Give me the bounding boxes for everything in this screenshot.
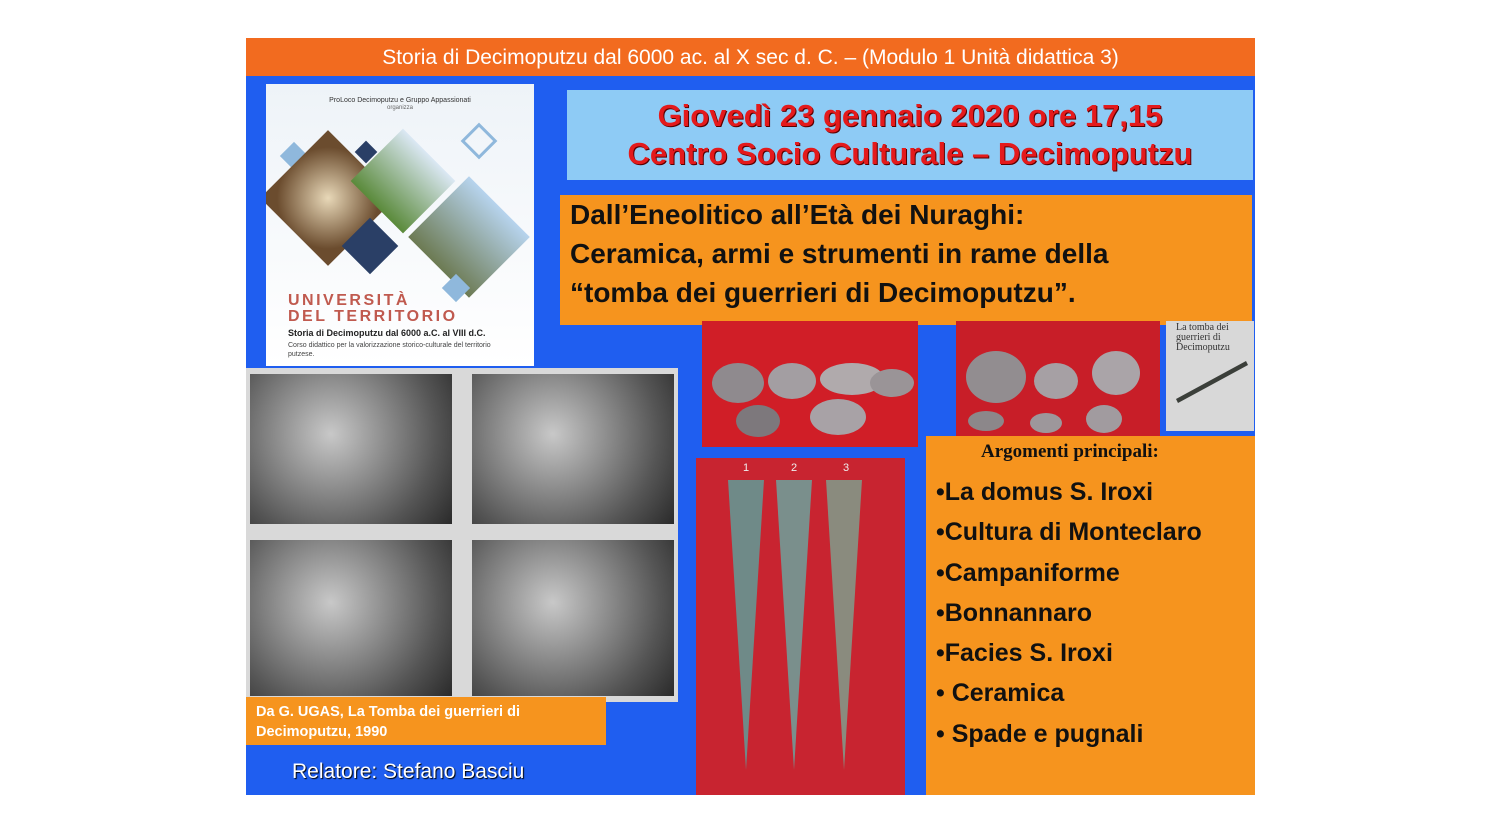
poster-diamond bbox=[461, 123, 498, 160]
topic-line: Ceramica, armi e strumenti in rame della bbox=[570, 238, 1109, 269]
argument-item: •Bonnannaro bbox=[936, 598, 1092, 627]
pottery-illustration bbox=[702, 321, 918, 447]
event-place: Centro Socio Culturale – Decimoputzu bbox=[627, 136, 1193, 171]
poster-organizer: ProLoco Decimoputzu e Gruppo Appassionati bbox=[329, 97, 471, 104]
excavation-photo bbox=[250, 374, 452, 524]
argument-item: •Cultura di Monteclaro bbox=[936, 518, 1202, 547]
sword bbox=[826, 480, 862, 770]
excavation-photo bbox=[250, 540, 452, 696]
sword-number: 1 bbox=[743, 462, 750, 474]
poster-title-line1: UNIVERSITÀ bbox=[288, 292, 410, 309]
topic-line: “tomba dei guerrieri di Decimoputzu”. bbox=[570, 277, 1076, 308]
event-date-box bbox=[567, 90, 1253, 180]
speaker: Relatore: Stefano Basciu bbox=[292, 760, 525, 783]
poster-image bbox=[266, 84, 534, 366]
sword-number: 2 bbox=[791, 462, 798, 474]
poster-title-line2: DEL TERRITORIO bbox=[288, 308, 458, 325]
book-cover-title: La tomba dei guerrieri di Decimoputzu bbox=[1176, 322, 1230, 353]
excavation-photos bbox=[246, 368, 678, 702]
arguments-box bbox=[926, 436, 1255, 795]
book-cover-dagger bbox=[1166, 321, 1254, 431]
poster-subtitle: Storia di Decimoputzu dal 6000 a.C. al VIII d.C. bbox=[288, 328, 486, 338]
sword-number: 3 bbox=[843, 462, 850, 474]
header-bar: Storia di Decimoputzu dal 6000 ac. al X sec d. C. – (Modulo 1 Unità didattica 3) bbox=[246, 38, 1255, 76]
poster-description: Corso didattico per la valorizzazione storico-culturale del territorio putzese. bbox=[288, 342, 491, 358]
argument-item: • Spade e pugnali bbox=[936, 719, 1144, 748]
poster-organizer-sub: organizza bbox=[386, 105, 413, 111]
slide bbox=[246, 38, 1255, 795]
event-date: Giovedì 23 gennaio 2020 ore 17,15 bbox=[657, 98, 1163, 133]
excavation-photo bbox=[472, 540, 674, 696]
sword bbox=[776, 480, 812, 770]
topic-line: Dall’Eneolitico all’Età dei Nuraghi: bbox=[570, 199, 1025, 230]
swords-photo bbox=[696, 458, 905, 795]
pottery-illustration bbox=[956, 321, 1160, 445]
pottery-photo bbox=[956, 321, 1160, 445]
sword bbox=[728, 480, 764, 770]
argument-item: •La domus S. Iroxi bbox=[936, 478, 1154, 506]
argument-item: • Ceramica bbox=[936, 679, 1065, 708]
argument-item: •Facies S. Iroxi bbox=[936, 639, 1113, 668]
arguments-list bbox=[936, 472, 1202, 754]
excavation-photo bbox=[472, 374, 674, 524]
arguments-heading: Argomenti principali: bbox=[981, 441, 1159, 462]
book-cover-photo bbox=[1166, 321, 1254, 431]
pottery-photo bbox=[702, 321, 918, 447]
argument-item: •Campaniforme bbox=[936, 558, 1120, 587]
topic-title-box bbox=[560, 195, 1252, 325]
photo-caption: Da G. UGAS, La Tomba dei guerrieri di Decimoputzu, 1990 bbox=[246, 697, 606, 745]
